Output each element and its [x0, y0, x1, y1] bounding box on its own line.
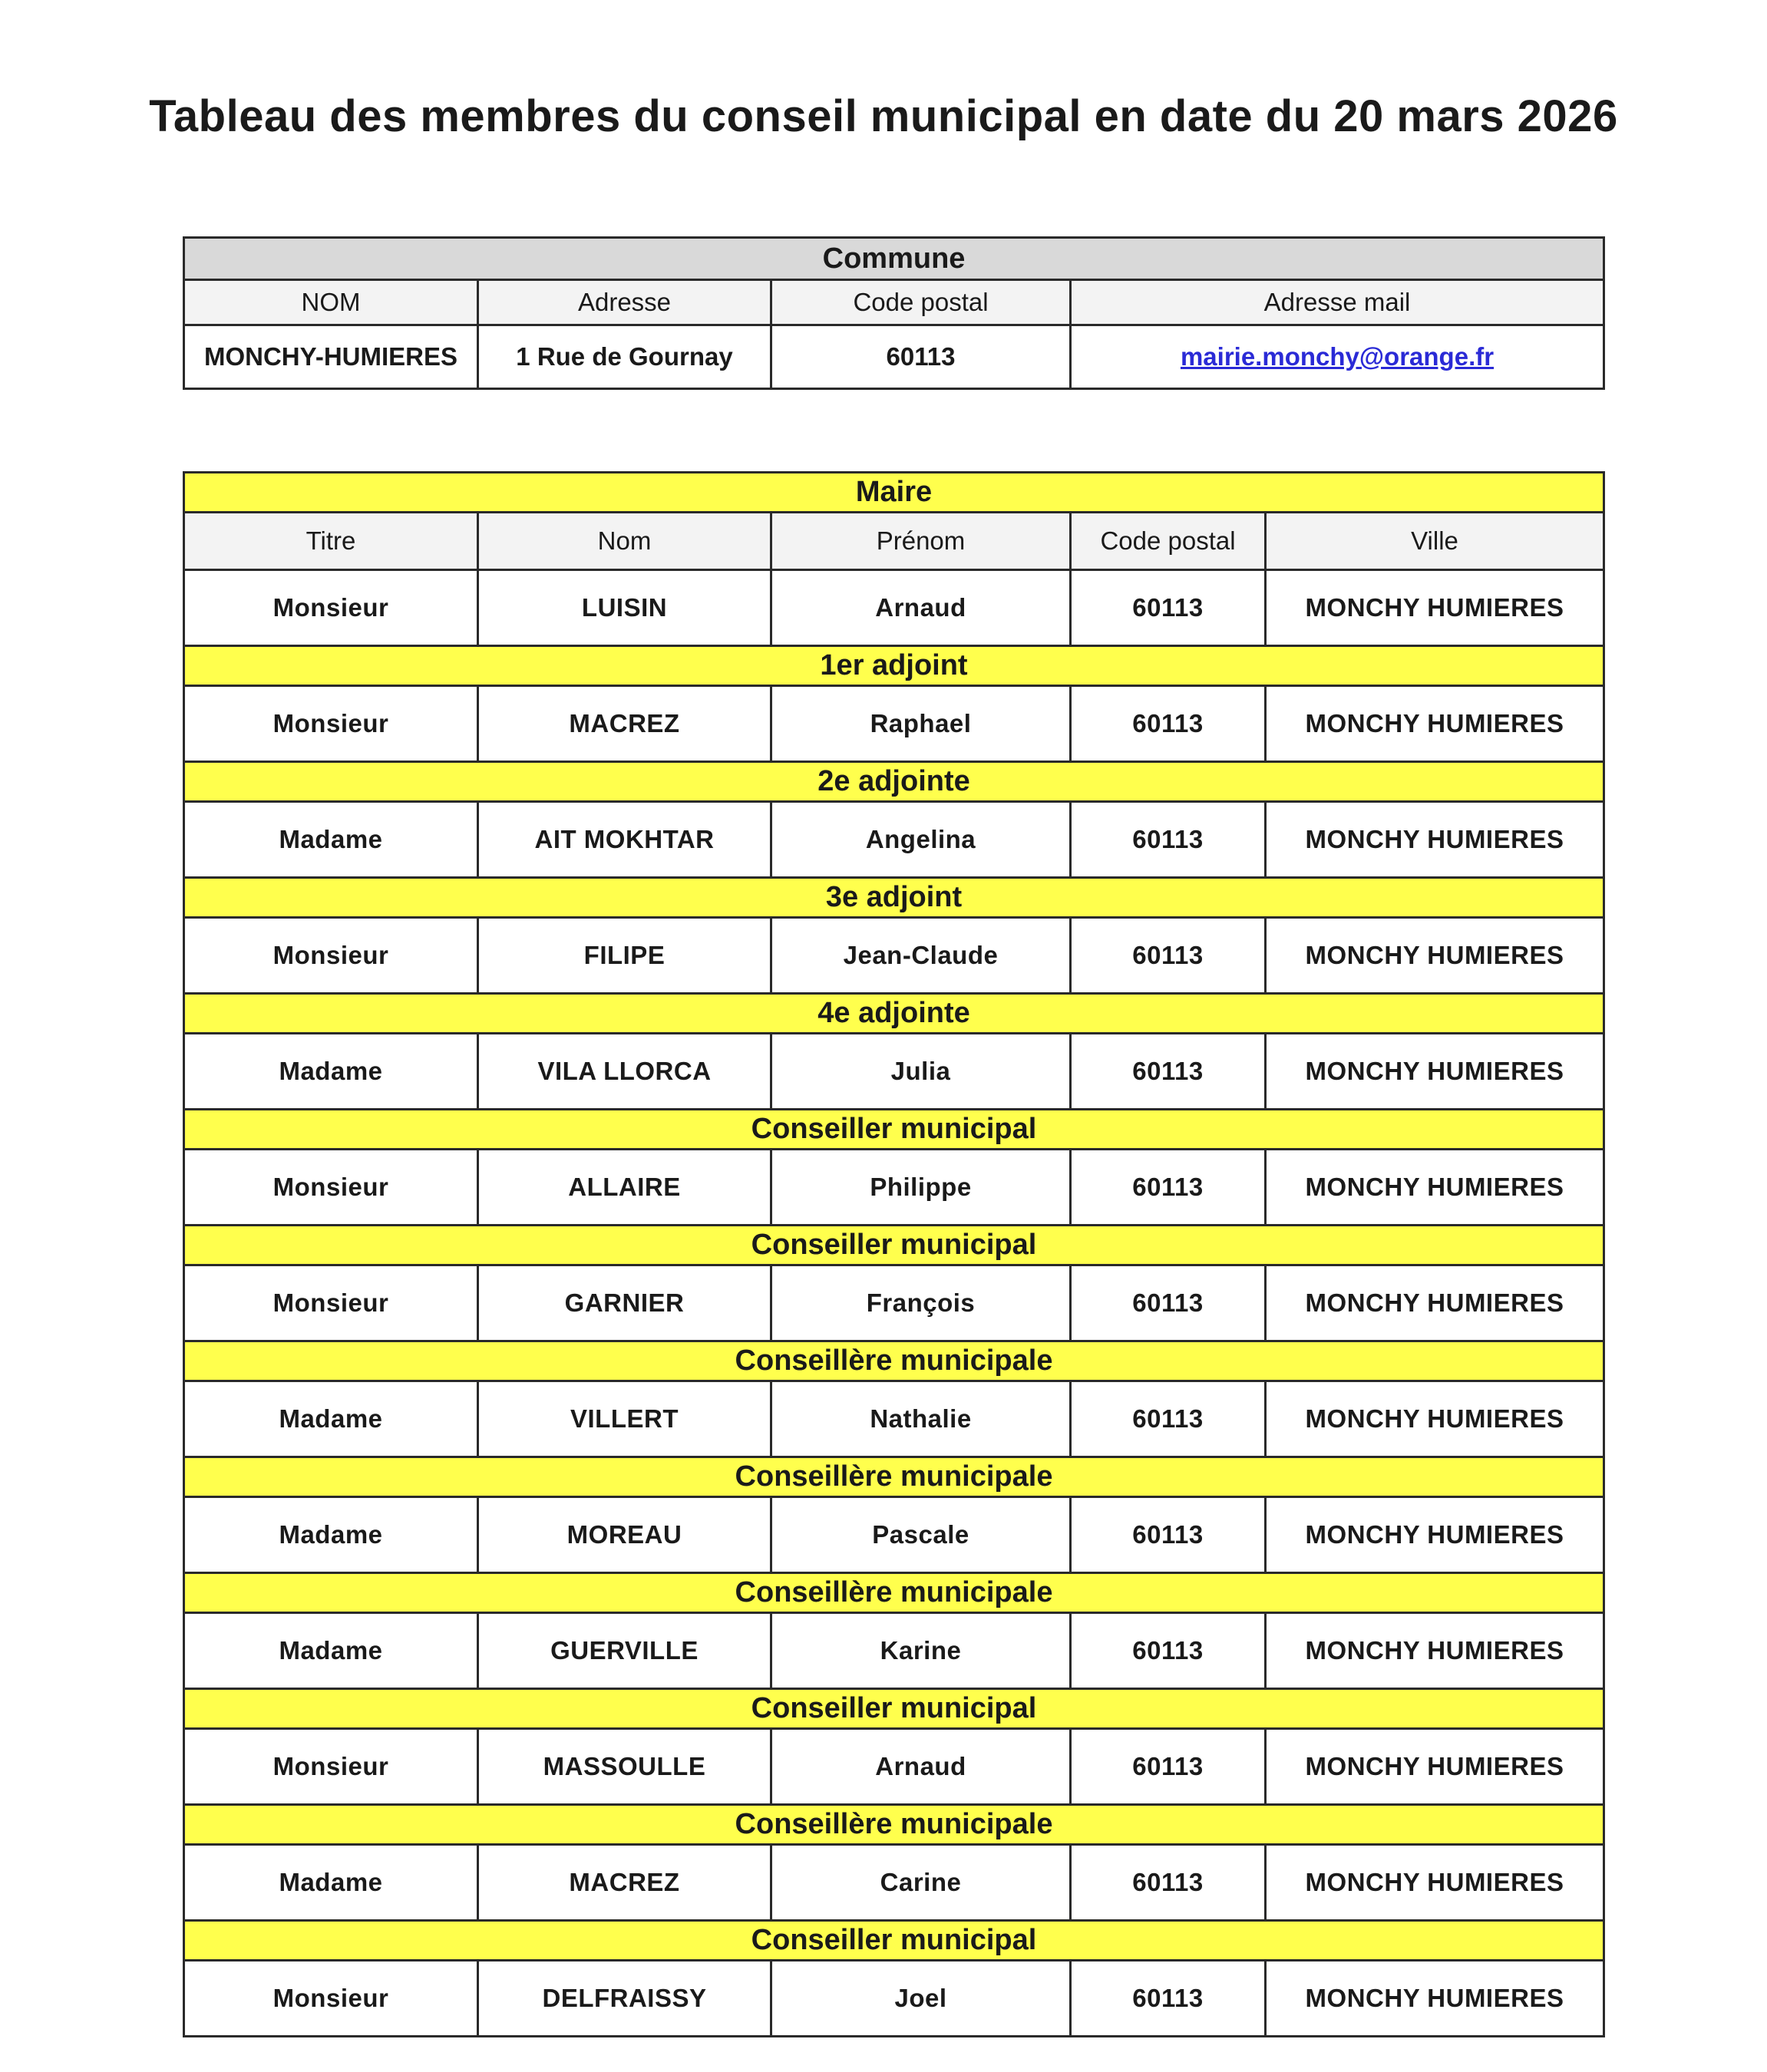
member-nom: GARNIER [478, 1265, 771, 1341]
header-nom: NOM [184, 280, 478, 325]
role-row [184, 1341, 1604, 1381]
role-label: 3e adjoint [184, 878, 1604, 918]
role-label: Conseillère municipale [184, 1341, 1604, 1381]
member-nom: GUERVILLE [478, 1613, 771, 1689]
member-code-postal: 60113 [1071, 1961, 1266, 2037]
member-nom: DELFRAISSY [478, 1961, 771, 2037]
commune-section-label: Commune [184, 238, 1604, 280]
role-row [184, 762, 1604, 802]
member-prenom: Pascale [771, 1497, 1071, 1573]
role-label: Conseiller municipal [184, 1226, 1604, 1265]
member-code-postal: 60113 [1071, 686, 1266, 762]
member-code-postal: 60113 [1071, 1034, 1266, 1110]
role-label: 4e adjointe [184, 994, 1604, 1034]
member-ville: MONCHY HUMIERES [1266, 1150, 1604, 1226]
member-titre: Monsieur [184, 1961, 478, 2037]
member-ville: MONCHY HUMIERES [1266, 570, 1604, 646]
role-row [184, 1573, 1604, 1613]
member-nom: ALLAIRE [478, 1150, 771, 1226]
member-row [184, 1961, 1604, 2037]
commune-code-postal: 60113 [771, 325, 1071, 389]
member-row [184, 1381, 1604, 1457]
member-code-postal: 60113 [1071, 1265, 1266, 1341]
member-prenom: François [771, 1265, 1071, 1341]
commune-adresse: 1 Rue de Gournay [478, 325, 771, 389]
member-titre: Monsieur [184, 686, 478, 762]
commune-table [183, 236, 1605, 390]
member-nom: VILLERT [478, 1381, 771, 1457]
member-ville: MONCHY HUMIERES [1266, 802, 1604, 878]
member-ville: MONCHY HUMIERES [1266, 1845, 1604, 1921]
member-row [184, 1497, 1604, 1573]
member-titre: Monsieur [184, 1150, 478, 1226]
member-ville: MONCHY HUMIERES [1266, 1034, 1604, 1110]
role-row [184, 1457, 1604, 1497]
role-row [184, 1921, 1604, 1961]
member-prenom: Karine [771, 1613, 1071, 1689]
member-titre: Monsieur [184, 570, 478, 646]
role-row [184, 473, 1604, 513]
member-ville: MONCHY HUMIERES [1266, 1265, 1604, 1341]
member-ville: MONCHY HUMIERES [1266, 686, 1604, 762]
role-label: Conseiller municipal [184, 1689, 1604, 1729]
member-nom: MASSOULLE [478, 1729, 771, 1805]
member-ville: MONCHY HUMIERES [1266, 1613, 1604, 1689]
member-code-postal: 60113 [1071, 570, 1266, 646]
member-ville: MONCHY HUMIERES [1266, 1729, 1604, 1805]
role-row [184, 1689, 1604, 1729]
member-ville: MONCHY HUMIERES [1266, 1497, 1604, 1573]
header-adresse-mail: Adresse mail [1071, 280, 1604, 325]
member-row [184, 1845, 1604, 1921]
members-table [183, 471, 1605, 2037]
member-nom: VILA LLORCA [478, 1034, 771, 1110]
member-titre: Madame [184, 802, 478, 878]
header-titre: Titre [184, 513, 478, 570]
member-titre: Madame [184, 1613, 478, 1689]
header-code-postal: Code postal [1071, 513, 1266, 570]
header-ville: Ville [1266, 513, 1604, 570]
member-titre: Monsieur [184, 1729, 478, 1805]
member-code-postal: 60113 [1071, 1150, 1266, 1226]
role-label: Conseillère municipale [184, 1573, 1604, 1613]
member-code-postal: 60113 [1071, 802, 1266, 878]
member-row [184, 802, 1604, 878]
role-row [184, 994, 1604, 1034]
role-label: Maire [184, 473, 1604, 513]
member-row [184, 1613, 1604, 1689]
role-label: 1er adjoint [184, 646, 1604, 686]
member-row [184, 918, 1604, 994]
member-row [184, 570, 1604, 646]
member-nom: MACREZ [478, 686, 771, 762]
member-ville: MONCHY HUMIERES [1266, 1381, 1604, 1457]
member-row [184, 1729, 1604, 1805]
member-prenom: Nathalie [771, 1381, 1071, 1457]
commune-email-link[interactable]: mairie.monchy@orange.fr [1180, 342, 1495, 371]
member-prenom: Philippe [771, 1150, 1071, 1226]
role-row [184, 646, 1604, 686]
role-row [184, 878, 1604, 918]
commune-header-row [184, 280, 1604, 325]
header-code-postal: Code postal [771, 280, 1071, 325]
role-label: Conseillère municipale [184, 1457, 1604, 1497]
member-code-postal: 60113 [1071, 1497, 1266, 1573]
member-prenom: Joel [771, 1961, 1071, 2037]
member-code-postal: 60113 [1071, 1845, 1266, 1921]
member-code-postal: 60113 [1071, 1729, 1266, 1805]
member-nom: MOREAU [478, 1497, 771, 1573]
member-row [184, 686, 1604, 762]
role-label: Conseiller municipal [184, 1921, 1604, 1961]
member-titre: Madame [184, 1845, 478, 1921]
role-row [184, 1110, 1604, 1150]
member-titre: Monsieur [184, 918, 478, 994]
member-row [184, 1150, 1604, 1226]
members-header-row [184, 513, 1604, 570]
role-label: Conseiller municipal [184, 1110, 1604, 1150]
member-prenom: Carine [771, 1845, 1071, 1921]
role-label: Conseillère municipale [184, 1805, 1604, 1845]
header-nom: Nom [478, 513, 771, 570]
member-nom: MACREZ [478, 1845, 771, 1921]
member-prenom: Raphael [771, 686, 1071, 762]
header-adresse: Adresse [478, 280, 771, 325]
member-ville: MONCHY HUMIERES [1266, 918, 1604, 994]
member-prenom: Arnaud [771, 1729, 1071, 1805]
member-nom: FILIPE [478, 918, 771, 994]
member-prenom: Arnaud [771, 570, 1071, 646]
member-titre: Madame [184, 1034, 478, 1110]
commune-data-row [184, 325, 1604, 389]
member-prenom: Julia [771, 1034, 1071, 1110]
commune-section-row [184, 238, 1604, 280]
commune-email-cell [1071, 325, 1604, 389]
role-row [184, 1805, 1604, 1845]
member-nom: AIT MOKHTAR [478, 802, 771, 878]
member-code-postal: 60113 [1071, 1613, 1266, 1689]
member-row [184, 1034, 1604, 1110]
member-titre: Madame [184, 1381, 478, 1457]
member-prenom: Angelina [771, 802, 1071, 878]
role-row [184, 1226, 1604, 1265]
member-code-postal: 60113 [1071, 918, 1266, 994]
commune-nom: MONCHY-HUMIERES [184, 325, 478, 389]
member-titre: Monsieur [184, 1265, 478, 1341]
member-nom: LUISIN [478, 570, 771, 646]
page-title: Tableau des membres du conseil municipal en date du 20 mars 2026 [149, 91, 1618, 141]
member-code-postal: 60113 [1071, 1381, 1266, 1457]
role-label: 2e adjointe [184, 762, 1604, 802]
member-ville: MONCHY HUMIERES [1266, 1961, 1604, 2037]
member-prenom: Jean-Claude [771, 918, 1071, 994]
member-titre: Madame [184, 1497, 478, 1573]
member-row [184, 1265, 1604, 1341]
header-prenom: Prénom [771, 513, 1071, 570]
